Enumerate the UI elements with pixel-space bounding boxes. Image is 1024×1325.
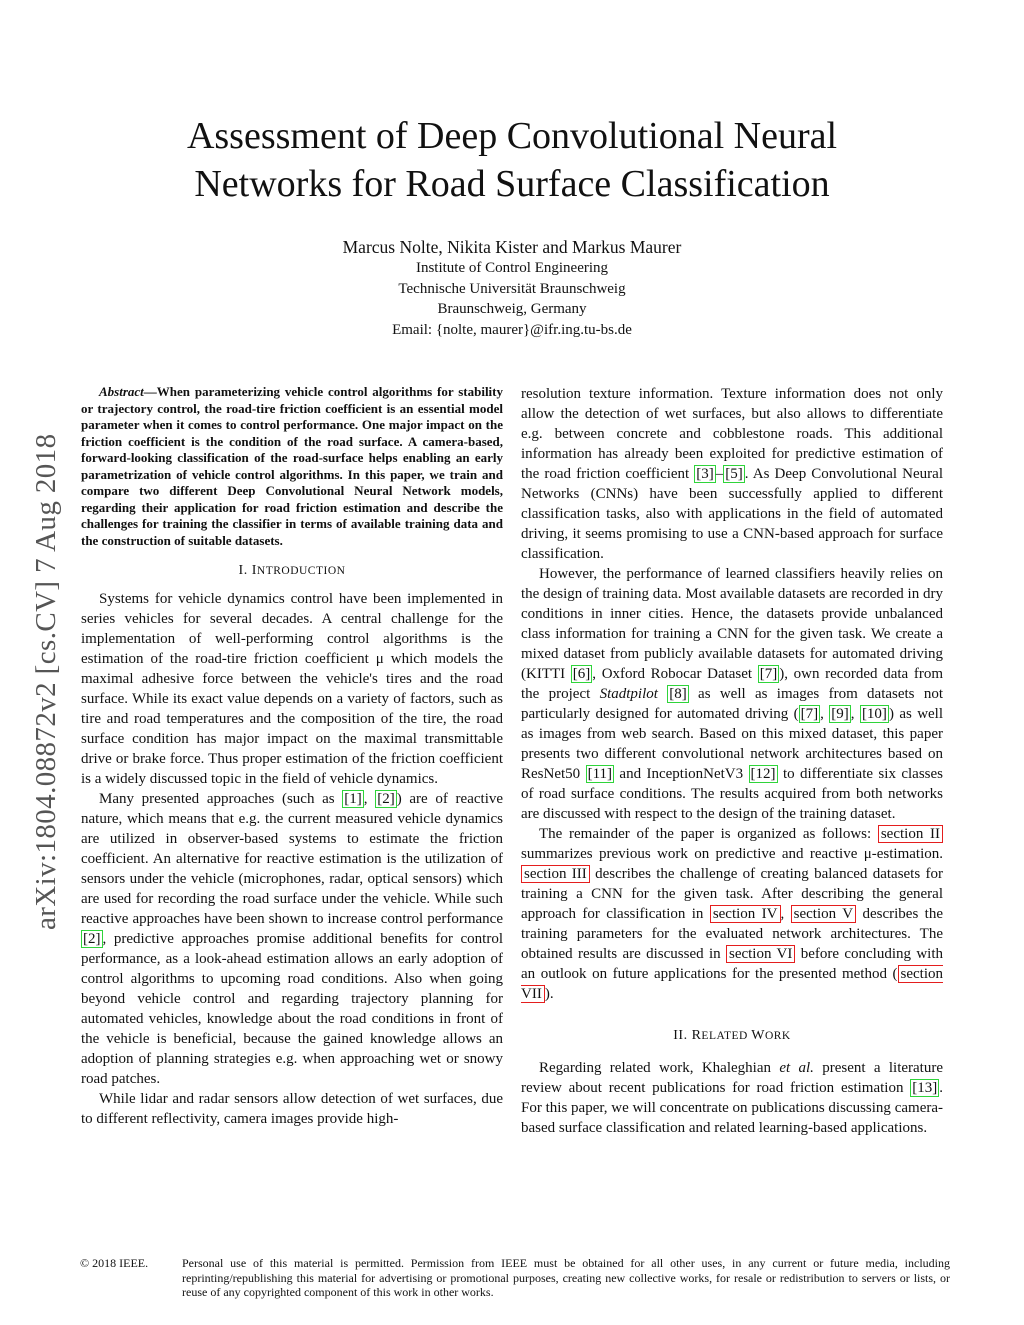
section-link[interactable]: section II (878, 825, 943, 843)
section-initial: I (251, 563, 257, 578)
section-initial: R (691, 1028, 702, 1043)
affiliation-line-3: Braunschweig, Germany (437, 301, 587, 317)
text-run: – (715, 466, 724, 482)
text-run: However, the performance of learned classifiers heavily relies on the design of training data. Most available datasets are recorded in dry conditions in inner cities. Hence, the datasets provide unbalanced class information for training a CNN for the given task. We create a mixed dataset from publicly available datasets for automated driving (KITTI (521, 566, 943, 682)
right-column (521, 384, 943, 1138)
text-run: Regarding related work, Khaleghian (539, 1060, 780, 1076)
affiliation-line-1: Institute of Control Engineering (415, 260, 609, 276)
left-column (81, 384, 503, 1129)
citation-link[interactable]: [5] (725, 466, 743, 482)
abstract-label: Abstract (99, 384, 144, 399)
section-link[interactable]: section III (521, 865, 590, 883)
intro-paragraph-2 (81, 789, 503, 1089)
section-title-rest: ORK (764, 1030, 791, 1042)
text-run: , predictive approaches promise additional benefits for control performance, as a look-ahead estimation allows an early adoption of control algorithms to upcoming road conditions. Also when going beyond vehicle control and regarding trajectory planning for automated vehicles, knowledge about the road conditions in front of the vehicle is beneficial, because the gained knowledge allows an adoption of planning strategies e.g. when approaching wet or snowy road patches. (81, 931, 503, 1087)
authors: Marcus Nolte, Nikita Kister and Markus Maurer (342, 237, 682, 257)
text-run: and InceptionNetV3 (614, 766, 749, 782)
citation-link[interactable]: [7] (759, 666, 778, 682)
text-run: resolution texture information. Texture information does not only allow the detection of wet surfaces, but also allows to differentiate e.g. between concrete and cobblestone roads. This additional information has already been exploited for predictive estimation of the road friction coefficient (521, 386, 943, 482)
text-run: to differentiate six classes of road surface conditions. The results acquired from both networks are discussed with respect to the design of the training dataset. (521, 766, 943, 822)
title-line-1: Assessment of Deep Convolutional Neural (186, 115, 838, 157)
text-run: , (780, 906, 791, 922)
text-run: ) are of reactive nature, which means that e.g. the current measured vehicle dynamics are utilized in observer-based systems to estimate the friction coefficient. An alternative for reactive estimation is the utilization of sensors under the vehicle (microphones, radar, optical sensors) which are used for recording the road surface under the vehicle. While such reactive approaches have been shown to increase control performance (81, 791, 504, 927)
related-paragraph-1 (521, 1058, 943, 1138)
affiliation-email: Email: {nolte, maurer}@ifr.ing.tu-bs.de (392, 321, 632, 338)
citation-link[interactable]: [12] (750, 766, 776, 782)
text-run: . For this paper, we will concentrate on publications discussing camera-based surface classification and related learning-based applications. (521, 1080, 943, 1136)
project-name: Stadtpilot (599, 686, 658, 702)
text-run: Many presented approaches (such as (99, 791, 343, 807)
citation-link[interactable]: [11] (587, 766, 613, 782)
text-run: . As Deep Convolutional Neural Networks (CNNs) have been successfully applied to different classification tasks, also with applications in the field of automated driving, it seems promising to use a CNN-based approach for surface classification. (521, 466, 943, 562)
citation-link[interactable]: [7] (800, 706, 819, 722)
section-link[interactable]: section IV (710, 905, 781, 923)
copyright-text: Personal use of this material is permitted. Permission from IEEE must be obtained for all other uses, in any current or future media, including reprinting/republishing this material for advertising or promotional purposes, creating new collective works, for resale or redistribution to servers or lists, or reuse of any copyrighted component of this work in other works. (182, 1256, 950, 1299)
text-run: ), own recorded data from the project (521, 666, 943, 702)
section-link[interactable]: section VII (521, 966, 943, 1002)
section-heading-introduction (81, 561, 503, 581)
affiliation (212, 258, 812, 340)
citation-link[interactable]: [9] (831, 706, 849, 722)
intro-paragraph-5 (521, 824, 943, 1004)
text-run: summarizes previous work on predictive and reactive μ-estimation. (521, 846, 943, 862)
section-link[interactable]: section VI (726, 945, 795, 963)
citation-link[interactable]: [2] (83, 931, 101, 947)
intro-paragraph-3-continued (521, 384, 943, 564)
abstract (81, 384, 503, 549)
text-run: , (363, 791, 376, 807)
section-title-rest: NTRODUCTION (256, 565, 346, 577)
text-run: ). (544, 986, 554, 1002)
copyright-notice: © 2018 IEEE. (80, 1256, 149, 1270)
et-al: et al. (779, 1060, 814, 1076)
citation-link[interactable]: [1] (344, 791, 362, 807)
citation-link[interactable]: [13] (912, 1080, 938, 1096)
section-initial: W (751, 1028, 765, 1043)
text-run: describes the challenge of creating balanced datasets for training a CNN for the given task. After describing the general approach for classification in (521, 866, 943, 922)
section-title-rest: ELATED (701, 1030, 752, 1042)
citation-link[interactable]: [10] (861, 706, 887, 722)
intro-paragraph-1: Systems for vehicle dynamics control have been implemented in series vehicles for several decades. A central challenge for the implementation of well-performing control algorithms is the estimation of the road-tire friction coefficient μ which models the maximal adhesive force between the vehicle's tires and the road surface. While its exact value depends on a variety of factors, such as tire and road temperatures and the composition of the tire, the road surface condition has major impact on the maximal transmittable drive or brake force. Thus proper estimation of the friction coefficient is a widely discussed topic in the field of vehicle dynamics. (81, 591, 503, 787)
affiliation-line-2: Technische Universität Braunschweig (398, 280, 626, 297)
section-number: II. (673, 1028, 688, 1043)
text-run: ) as well as images from web search. Based on this mixed dataset, this paper presents two different convolutional network architectures based on ResNet50 (521, 706, 944, 782)
section-heading-related-work (521, 1026, 943, 1046)
citation-link[interactable]: [3] (696, 466, 714, 482)
intro-paragraph-3: While lidar and radar sensors allow detection of wet surfaces, due to different reflectivity, camera images provide high- (81, 1091, 503, 1127)
section-link[interactable]: section V (791, 905, 856, 923)
title-line-2: Networks for Road Surface Classification (194, 163, 830, 205)
text-run: describes the training parameters for the evaluated network architectures. The obtained results are discussed in (521, 906, 943, 962)
section-number: I. (238, 563, 248, 578)
text-run: as well as images from datasets not particularly designed for automated driving ( (521, 686, 943, 722)
citation-link[interactable]: [8] (669, 686, 687, 702)
text-run: The remainder of the paper is organized as follows: (539, 826, 878, 842)
text-run: , (850, 706, 860, 722)
intro-paragraph-4 (521, 564, 943, 824)
text-run: , (820, 706, 830, 722)
arxiv-stamp: arXiv:1804.08872v2 [cs.CV] 7 Aug 2018 (30, 433, 62, 930)
abstract-text: —When parameterizing vehicle control algorithms for stability or trajectory control, the road-tire friction coefficient is an essential model parameter when it comes to control performance. One major impact on the friction coefficient is the condition of the road surface. A camera-based, forward-looking classification of the road-surface helps enabling an early parametrization of vehicle control algorithms. In this paper, we train and compare two different Deep Convolutional Neural Network models, regarding their application for road friction estimation and describe the challenges for training the classifier in terms of available training data and the construction of suitable datasets. (81, 384, 503, 548)
paper-title (112, 112, 912, 208)
citation-link[interactable]: [6] (572, 666, 591, 682)
text-run: present a literature review about recent publications for road friction estimation (521, 1060, 943, 1096)
citation-link[interactable]: [2] (377, 791, 395, 807)
text-run: , Oxford Robocar Dataset (592, 666, 758, 682)
text-run: before concluding with an outlook on future applications for the presented method ( (521, 946, 944, 982)
